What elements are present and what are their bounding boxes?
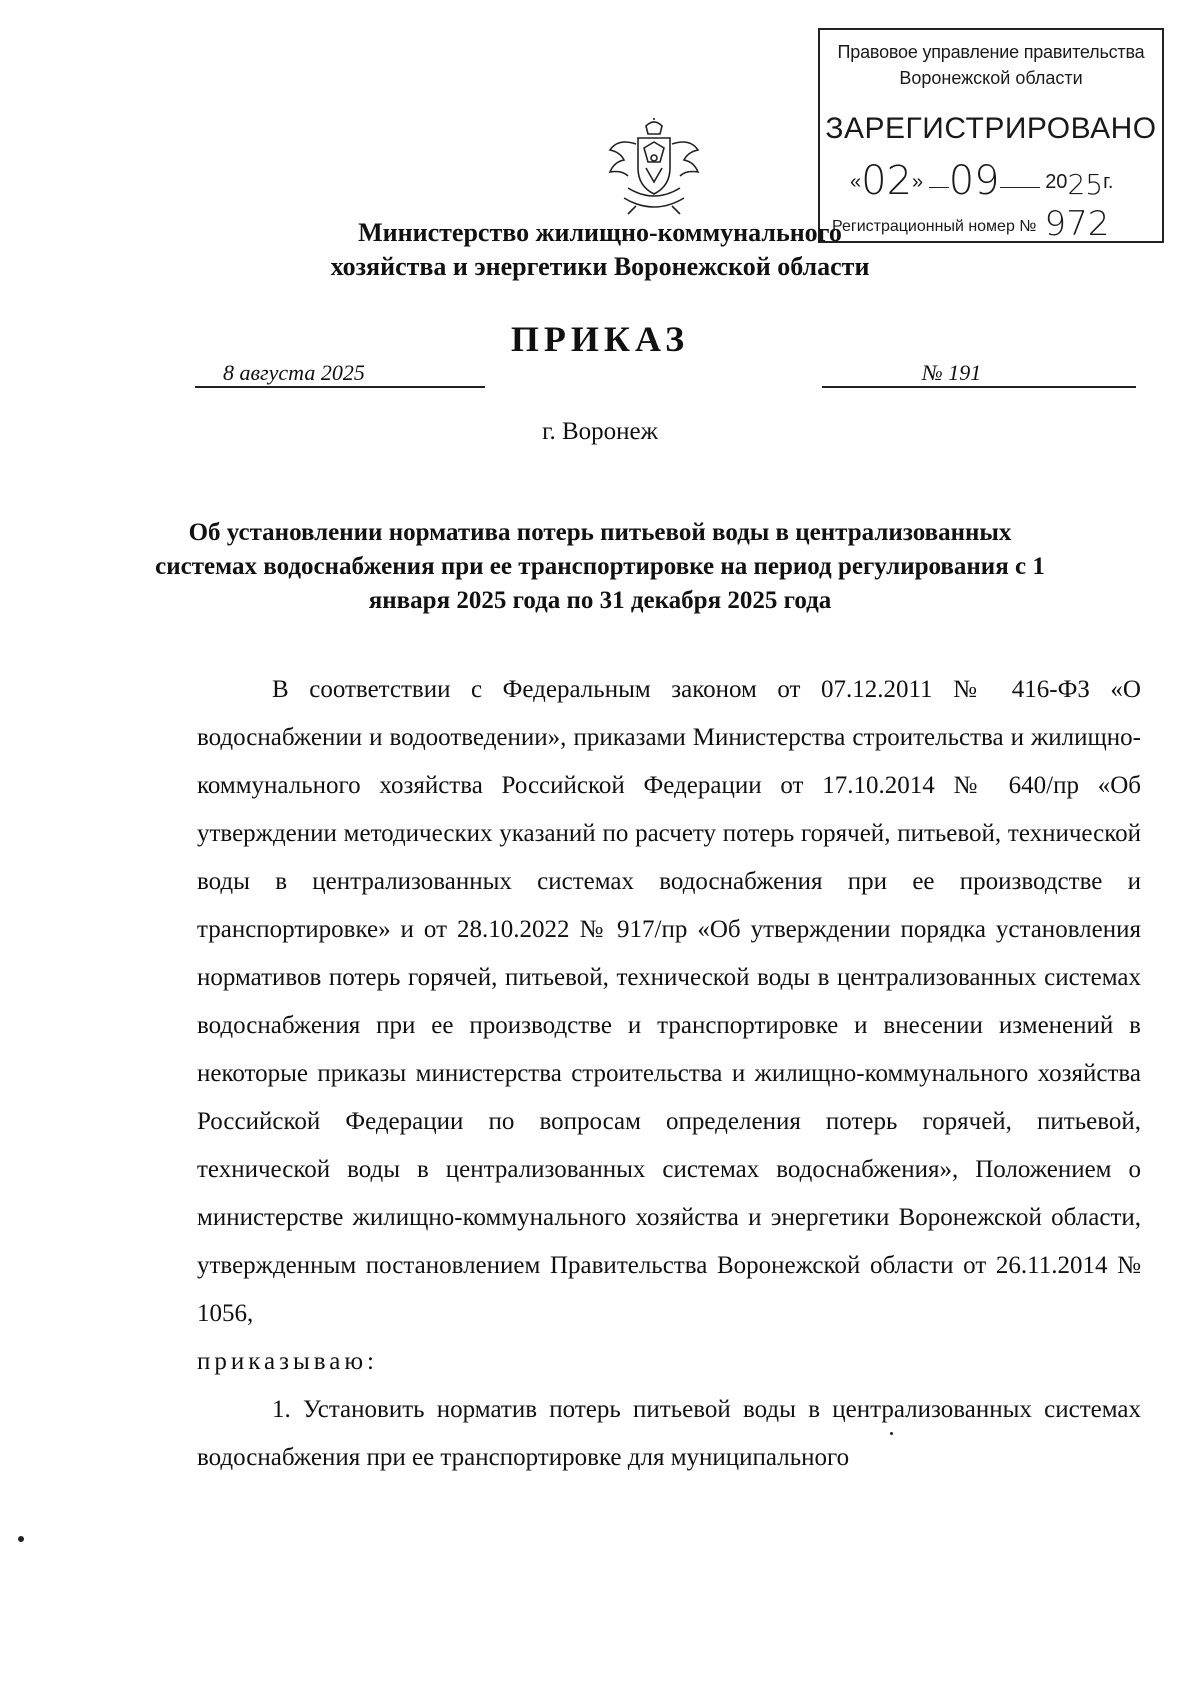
- ministry-line-2: хозяйства и энергетики Воронежской области: [330, 252, 870, 281]
- stamp-reg-label: Регистрационный номер №: [832, 218, 1037, 235]
- paragraph-item-1: 1. Установить норматив потерь питьевой воды в централизованных системах водоснабжения при ее транспортировке для муниципального: [197, 1396, 1141, 1471]
- order-body: [197, 666, 1141, 1482]
- stamp-underline: [929, 185, 949, 188]
- stamp-registered: ЗАРЕГИСТРИРОВАНО: [825, 112, 1157, 145]
- stamp-day: 02: [861, 158, 913, 204]
- handwritten-number: № 191: [822, 362, 1136, 388]
- stamp-line-1: Правовое управление правительства: [837, 42, 1145, 62]
- coat-of-arms-icon: [606, 118, 702, 216]
- stamp-month: 09: [948, 158, 1000, 204]
- handwritten-date: 8 августа 2025: [195, 362, 485, 388]
- stamp-underline: [1000, 185, 1040, 188]
- paragraph-preamble: В соответствии с Федеральным законом от 07.12.2011 № 416-ФЗ «О водоснабжении и водоотведении», приказами Министерства строительства и жилищно-коммунального хозяйства Российской Федерации от 17.10.2014 № 640/пр «Об утверждении методических указаний по расчету потерь горячей, питьевой, технической воды в централизованных системах водоснабжения при ее производстве и транспортировке» и от 28.10.2022 № 917/пр «Об утверждении порядка установления нормативов потерь горячей, питьевой, технической воды в централизованных системах водоснабжения при ее производстве и транспортировке и внесении изменений в некоторые приказы министерства строительства и жилищно-коммунального хозяйства Российской Федерации по вопросам определения потерь горячей, питьевой, технической воды в централизованных системах водоснабжения», Положением о министерстве жилищно-коммунального хозяйства и энергетики Воронежской области, утвержденным постановлением Правительства Воронежской области от 26.11.2014 № 1056,: [197, 676, 1141, 1327]
- city: г. Воронеж: [542, 418, 658, 445]
- registration-stamp: [818, 28, 1164, 243]
- stamp-line-2: Воронежской области: [899, 68, 1083, 88]
- stamp-reg-value: 972: [1044, 204, 1110, 244]
- order-word: приказываю:: [197, 1348, 378, 1375]
- stamp-quote-close: »: [912, 171, 924, 193]
- stamp-quote-open: «: [850, 171, 862, 193]
- ministry-line-1: Министерство жилищно-коммунального: [358, 218, 842, 247]
- ministry-name: [0, 216, 1200, 284]
- scan-speck: [18, 1536, 24, 1542]
- stamp-year-prefix: 20: [1045, 171, 1068, 193]
- stamp-date: [850, 152, 1114, 204]
- stamp-year: 25: [1067, 168, 1104, 201]
- doc-type-title: ПРИКАЗ: [510, 319, 690, 359]
- scan-speck: [890, 1432, 893, 1435]
- order-subject: Об установлении норматива потерь питьевой воды в централизованных системах водоснабжения при ее транспортировке на период регулирования с 1 января 2025 года по 31 декабря 2025 года: [155, 519, 1045, 614]
- stamp-year-suffix: г.: [1103, 171, 1114, 193]
